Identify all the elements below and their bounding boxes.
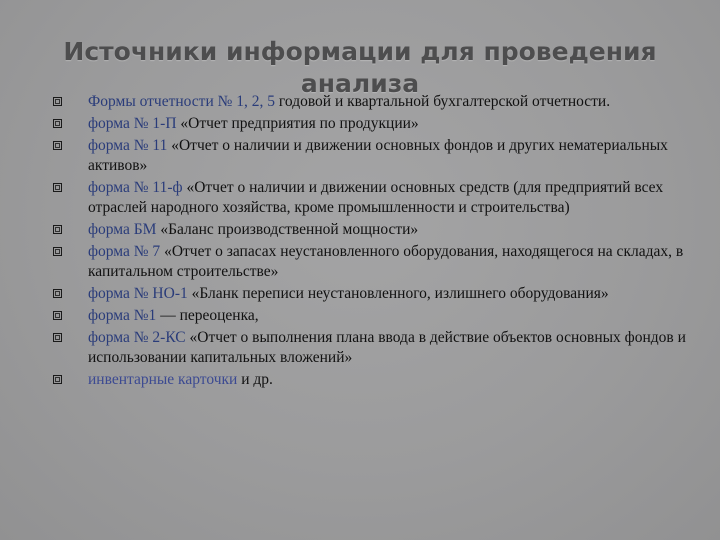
- item-form-name: Формы отчетности № 1, 2, 5: [88, 93, 276, 110]
- list-item: [48, 284, 688, 304]
- item-form-name: форма № 1-П: [88, 115, 177, 132]
- item-description: «Отчет о наличии и движении основных средств (для предприятий всех отраслей народного хозяйства, кроме промышленности и строительства): [88, 179, 664, 216]
- item-description: «Бланк переписи неустановленного, излишнего оборудования»: [187, 285, 609, 302]
- item-description: и др.: [237, 371, 273, 388]
- square-bullet-icon: [53, 333, 62, 342]
- list-item: [48, 114, 688, 134]
- item-form-name: форма БМ: [88, 221, 157, 238]
- list-item: [48, 242, 688, 282]
- square-bullet-icon: [53, 225, 62, 234]
- square-bullet-icon: [53, 247, 62, 256]
- list-item: [48, 370, 688, 390]
- item-description: «Отчет предприятия по продукции»: [176, 115, 419, 132]
- square-bullet-icon: [53, 97, 62, 106]
- item-form-name: форма № НО-1: [88, 285, 188, 302]
- square-bullet-icon: [53, 375, 62, 384]
- list-item: [48, 306, 688, 326]
- square-bullet-icon: [53, 119, 62, 128]
- item-description: «Отчет о наличии и движении основных фондов и других нематериальных активов»: [88, 137, 668, 174]
- item-form-name: форма № 7: [88, 243, 161, 260]
- item-form-name[interactable]: инвентарные карточки: [88, 371, 238, 388]
- list-item: [48, 178, 688, 218]
- item-description: «Отчет о запасах неустановленного оборудования, находящегося на складах, в капитальном строительстве»: [88, 243, 684, 280]
- list-item: [48, 220, 688, 240]
- item-form-name: форма № 11: [88, 137, 168, 154]
- item-description: «Отчет о выполнения плана ввода в действие объектов основных фондов и использовании капитальных вложений»: [88, 329, 686, 366]
- item-form-name: форма № 11-ф: [88, 179, 183, 196]
- item-description: — переоценка,: [156, 307, 259, 324]
- slide-title: [0, 36, 720, 100]
- item-form-name: форма №1: [88, 307, 157, 324]
- slide-title-line-1: Источники информации для проведения: [63, 37, 657, 66]
- square-bullet-icon: [53, 311, 62, 320]
- list-item: [48, 328, 688, 368]
- item-form-name: форма № 2-КС: [88, 329, 186, 346]
- sources-list: [48, 92, 688, 392]
- square-bullet-icon: [53, 289, 62, 298]
- list-item: [48, 136, 688, 176]
- item-description: «Баланс производственной мощности»: [156, 221, 419, 238]
- list-item: [48, 92, 688, 112]
- square-bullet-icon: [53, 141, 62, 150]
- slide-title-line-2: анализа: [300, 69, 420, 98]
- item-description: годовой и квартальной бухгалтерской отчетности.: [275, 93, 611, 110]
- square-bullet-icon: [53, 183, 62, 192]
